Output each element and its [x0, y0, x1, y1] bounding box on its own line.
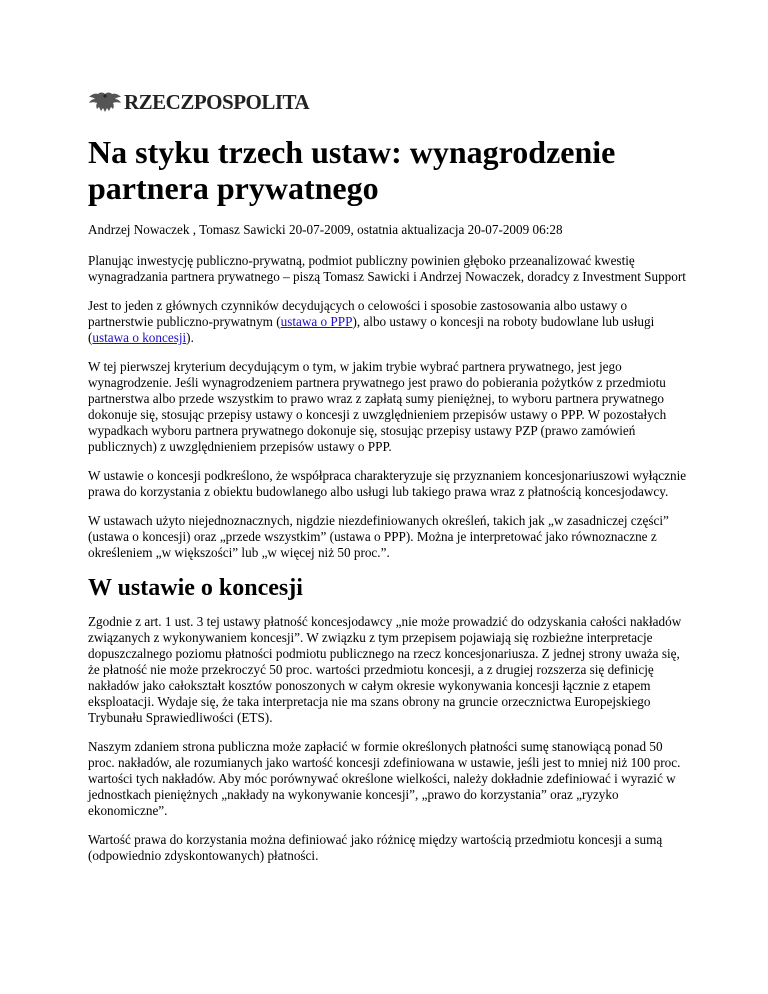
paragraph-2: W tej pierwszej kryterium decydującym o tym, w jakim trybie wybrać partnera prywatnego, jest jego wynagrodzenie. Jeśli wynagrodzeniem partnera prywatnego jest prawo do pobierania pożytków z przedmiotu partnerstwa albo przede wszystkim to prawo wraz z zapłatą sumy pieniężnej, to wyboru partnera prywatnego dokonuje się, stosując przepisy ustawy o koncesji z uwzględnieniem przepisów ustawy o PPP. W pozostałych wypadkach wyboru partnera prywatnego dokonuje się, stosując przepisy ustawy PZP (prawo zamówień publicznych) z uwzględnieniem przepisów ustawy o PPP.: [88, 359, 667, 454]
paragraph-1-text-b: ), albo ustawy o koncesji na roboty budowlane lub usługi (: [88, 314, 655, 345]
masthead: [88, 88, 688, 116]
section-heading: W ustawie o koncesji: [88, 575, 303, 601]
article-lead: Planując inwestycję publiczno-prywatną, podmiot publiczny powinien głęboko przeanalizować kwestię wynagradzania partnera prywatnego – piszą Tomasz Sawicki i Andrzej Nowaczek, doradcy z Investment Support: [88, 253, 686, 284]
paragraph-1-text-a: Jest to jeden z głównych czynników decydujących o celowości i sposobie zastosowania albo ustawy o partnerstwie publiczno-prywatnym (: [88, 298, 628, 329]
paragraph-1: [88, 298, 688, 346]
article-title: Na styku trzech ustaw: wynagrodzenie partnera prywatnego: [88, 134, 616, 206]
eagle-logo-icon: [88, 90, 122, 114]
paragraph-5: Zgodnie z art. 1 ust. 3 tej ustawy płatność koncesjodawcy „nie może prowadzić do odzyskania całości nakładów związanych z wykonywaniem koncesji”. W związku z tym przepisem pojawiają się rozbieżne interpretacje dopuszczalnego poziomu płatności podmiotu publicznego na rzecz koncesjonariusza. Z jednej strony uważa się, że płatność nie może przekroczyć 50 proc. wartości przedmiotu koncesji, a z drugiej rozszerza się definicję nakładów jako całokształt kosztów ponoszonych w całym okresie wykonywania koncesji łącznie z etapem eksploatacji. Wydaje się, że taka interpretacja nie ma szans obrony na gruncie orzecznictwa Europejskiego Trybunału Sprawiedliwości (ETS).: [88, 614, 682, 725]
paragraph-6: Naszym zdaniem strona publiczna może zapłacić w formie określonych płatności sumę stanowiącą ponad 50 proc. nakładów, ale rozumianych jako wartość koncesji zdefiniowana w ustawie, jeśli jest to mniej niż 100 proc. wartości tych nakładów. Aby móc porównywać określone wielkości, należy dokładnie zdefiniować i wyrazić w jednostkach pieniężnych „nakłady na wykonywanie koncesji”, „prawo do korzystania” oraz „ryzyko ekonomiczne”.: [88, 739, 681, 818]
paragraph-7: Wartość prawa do korzystania można definiować jako różnicę między wartością przedmiotu koncesji a sumą (odpowiednio zdyskontowanych) płatności.: [88, 832, 663, 863]
paragraph-1-text-c: ).: [186, 330, 194, 345]
article-byline: Andrzej Nowaczek , Tomasz Sawicki 20-07-2009, ostatnia aktualizacja 20-07-2009 06:28: [88, 222, 563, 237]
ustawa-koncesji-link[interactable]: ustawa o koncesji: [92, 330, 187, 345]
masthead-logo-text: RZECZPOSPOLITA: [124, 89, 310, 114]
paragraph-4: W ustawach użyto niejednoznacznych, nigdzie niezdefiniowanych określeń, takich jak „w zasadniczej części” (ustawa o koncesji) oraz „przede wszystkim” (ustawa o PPP). Można je interpretować jako równoznaczne z określeniem „w większości” lub „w więcej niż 50 proc.”.: [88, 513, 669, 560]
article-page: [88, 88, 688, 877]
ustawa-ppp-link[interactable]: ustawa o PPP: [280, 314, 353, 329]
paragraph-3: W ustawie o koncesji podkreślono, że współpraca charakteryzuje się przyznaniem koncesjonariuszowi wyłącznie prawa do korzystania z obiektu budowlanego albo usługi lub takiego prawa wraz z płatnością koncesjodawcy.: [88, 468, 687, 499]
